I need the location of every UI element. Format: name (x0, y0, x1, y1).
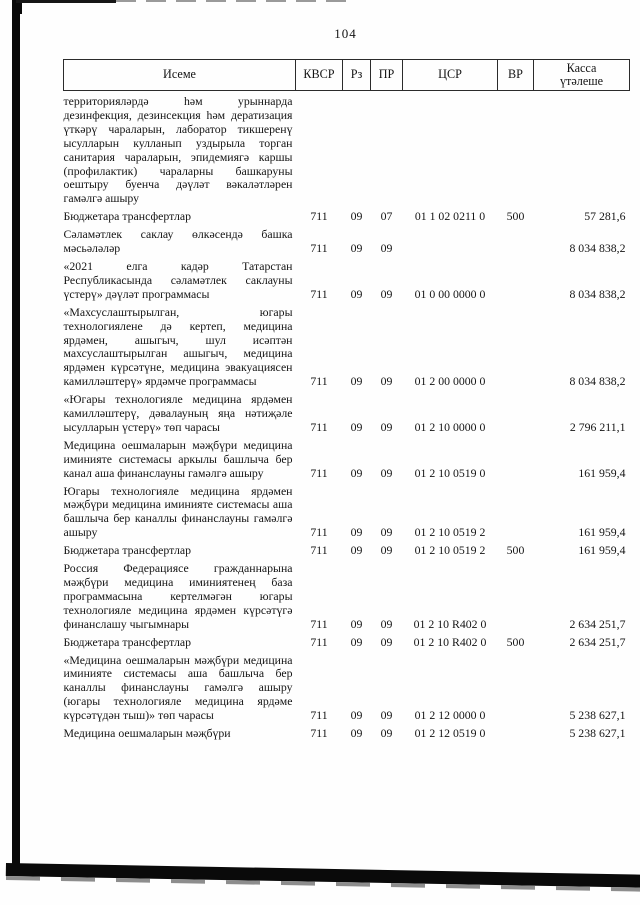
row-rz: 09 (350, 543, 363, 558)
row-pr: 09 (380, 634, 393, 649)
row-csr: 01 2 10 R402 0 (413, 616, 487, 631)
header-row (64, 60, 630, 91)
column-header-kassa (534, 60, 630, 91)
row-csr: 01 2 10 R402 0 (413, 634, 487, 649)
row-csr (403, 224, 498, 256)
row-name: «Югары технологияле медицина ярдәмен камилләштерү, дәвалауның яңа нәтиҗәле ысулларын үстерү» төп чарасы (63, 392, 293, 434)
row-rz: 09 (350, 726, 363, 741)
row-kvsr: 711 (310, 286, 328, 301)
row-vr: 500 (506, 543, 525, 558)
row-rz: 09 (350, 241, 363, 256)
row-csr (403, 91, 498, 207)
row-rz: 09 (350, 465, 363, 480)
row-pr: 09 (380, 465, 393, 480)
scan-artifact-top-line-faint (116, 0, 356, 2)
row-rz: 09 (350, 374, 363, 389)
row-csr: 01 2 10 0519 0 (414, 465, 486, 480)
row-csr: 01 2 00 0000 0 (414, 374, 486, 389)
row-kassa: 2 634 251,7 (569, 634, 626, 649)
row-kvsr: 711 (310, 465, 328, 480)
row-pr: 09 (380, 616, 393, 631)
row-name: Медицина оешмаларын мәҗбүри медицина иминияте системасы аркылы башлыча бер канал аша финанслауны гамәлгә ашыру (63, 437, 293, 480)
table-row (64, 723, 630, 741)
row-kassa: 161 959,4 (578, 525, 626, 540)
row-rz: 09 (350, 209, 363, 224)
row-pr: 09 (380, 241, 393, 256)
table-row (64, 632, 630, 650)
row-vr (498, 224, 534, 256)
table-body (64, 91, 630, 741)
page-number: 104 (334, 26, 357, 41)
row-name: Югары технологияле медицина ярдәмен мәҗбүри медицина иминияте системасы аша башлыча бер каналлы финанслауны гамәлгә ашыру (63, 483, 293, 540)
row-rz: 09 (350, 286, 363, 301)
row-kvsr: 711 (310, 525, 328, 540)
row-pr: 09 (380, 726, 393, 741)
row-kassa: 8 034 838,2 (569, 374, 626, 389)
row-name: Медицина оешмаларын мәҗбүри (63, 726, 231, 741)
table-row (64, 435, 630, 481)
table-row (64, 558, 630, 632)
column-header-rz: Рз (343, 60, 371, 91)
row-csr: 01 2 10 0000 0 (414, 419, 486, 434)
table-row (64, 91, 630, 207)
row-kassa (534, 91, 630, 207)
row-csr: 01 0 00 0000 0 (414, 286, 486, 301)
table-row (64, 206, 630, 224)
row-kassa: 8 034 838,2 (569, 241, 626, 256)
column-header-iseme: Исеме (64, 60, 296, 91)
column-header-vr: ВР (498, 60, 534, 91)
column-header-kvsr: КВСР (296, 60, 343, 91)
row-kassa: 2 634 251,7 (569, 616, 626, 631)
row-rz (343, 91, 371, 207)
table-row (64, 256, 630, 302)
row-kassa: 2 796 211,1 (569, 419, 626, 434)
row-name: Россия Федерациясе гражданнарына мәҗбүри медицина иминиятенең база программасына кертелмәгән югары технологияле медицина ярдәмен күрсәтүгә финанслашу чыгымнары (63, 561, 293, 631)
row-name: Бюджетара трансфертлар (63, 634, 191, 649)
row-rz: 09 (350, 525, 363, 540)
row-name: «Махсуслаштырылган, югары технологиялене дә кертеп, медицина ярдәмен, ашыгыч, шул исәптән махсуслаштырылган ашыгыч, медицина ярдәмен күрсәтүне, медицина эвакуациясен камилләштерү» ярдәмче программасы (63, 304, 293, 389)
column-header-csr: ЦСР (403, 60, 498, 91)
row-kvsr: 711 (310, 241, 328, 256)
row-kassa: 57 281,6 (584, 209, 626, 224)
row-csr: 01 2 10 0519 2 (414, 525, 486, 540)
column-header-pr: ПР (371, 60, 403, 91)
row-name: Сәламәтлек саклау өлкәсендә башка мәсьәләләр (63, 227, 293, 256)
row-vr (498, 481, 534, 541)
budget-table (63, 59, 630, 741)
row-kvsr (296, 91, 343, 207)
row-pr: 09 (380, 525, 393, 540)
row-vr (498, 91, 534, 207)
scan-artifact-left-bar (12, 6, 20, 864)
row-vr (498, 723, 534, 741)
scan-artifact-top-line (16, 0, 116, 3)
row-name: «Медицина оешмаларын мәҗбүри медицина иминияте системасы аша башлыча бер каналлы финанслауны гамәлгә ашыру (югары технологияле медицина ярдәме күрсәтүдән тыш)» төп чарасы (63, 652, 293, 723)
row-vr (498, 650, 534, 724)
table-row (64, 389, 630, 435)
row-kvsr: 711 (310, 634, 328, 649)
row-vr (498, 256, 534, 302)
table-header (64, 60, 630, 91)
row-kvsr: 711 (310, 543, 328, 558)
row-name: Бюджетара трансфертлар (63, 543, 191, 558)
row-kvsr: 711 (310, 726, 328, 741)
row-rz: 09 (350, 708, 363, 723)
column-header-kassa-label: Касса үтәлеше (559, 60, 604, 88)
row-rz: 09 (350, 616, 363, 631)
row-kvsr: 711 (310, 616, 328, 631)
table-row (64, 540, 630, 558)
row-kassa: 161 959,4 (578, 543, 626, 558)
row-rz: 09 (350, 419, 363, 434)
row-vr (498, 389, 534, 435)
row-pr: 09 (380, 419, 393, 434)
row-vr (498, 435, 534, 481)
row-vr (498, 558, 534, 632)
row-pr: 09 (380, 374, 393, 389)
table-row (64, 481, 630, 541)
row-vr (498, 302, 534, 389)
row-csr: 01 1 02 0211 0 (414, 209, 486, 224)
row-pr: 07 (380, 209, 393, 224)
row-name: «2021 елга кадәр Татарстан Республикасында сәламәтлек саклауны үстерү» дәүләт программасы (63, 258, 293, 301)
row-kvsr: 711 (310, 419, 328, 434)
table-row (64, 650, 630, 724)
row-csr: 01 2 12 0519 0 (414, 726, 486, 741)
row-kassa: 5 238 627,1 (569, 726, 626, 741)
row-kvsr: 711 (310, 708, 328, 723)
table-row (64, 302, 630, 389)
row-csr: 01 2 12 0000 0 (414, 708, 486, 723)
row-kvsr: 711 (310, 374, 328, 389)
row-kassa: 161 959,4 (578, 465, 626, 480)
row-pr: 09 (380, 286, 393, 301)
row-pr (371, 91, 403, 207)
row-name: Бюджетара трансфертлар (63, 209, 191, 224)
row-vr: 500 (506, 209, 525, 224)
row-pr: 09 (380, 708, 393, 723)
row-pr: 09 (380, 543, 393, 558)
row-vr: 500 (506, 634, 525, 649)
row-csr: 01 2 10 0519 2 (414, 543, 486, 558)
table-row (64, 224, 630, 256)
row-kassa: 5 238 627,1 (569, 708, 626, 723)
row-kassa: 8 034 838,2 (569, 286, 626, 301)
row-rz: 09 (350, 634, 363, 649)
row-kvsr: 711 (310, 209, 328, 224)
row-name: территорияләрдә һәм урыннарда дезинфекция, дезинсекция һәм дератизация үткәрү чараларын, лаборатор тикшеренү ысулларын кулланып уздырыла торган санитария чараларын, эпидемиягә каршы (профилактик) чараларны башкаруны оештыру буенча дәүләт вәкаләтләрен гамәлгә ашыру (63, 94, 293, 206)
